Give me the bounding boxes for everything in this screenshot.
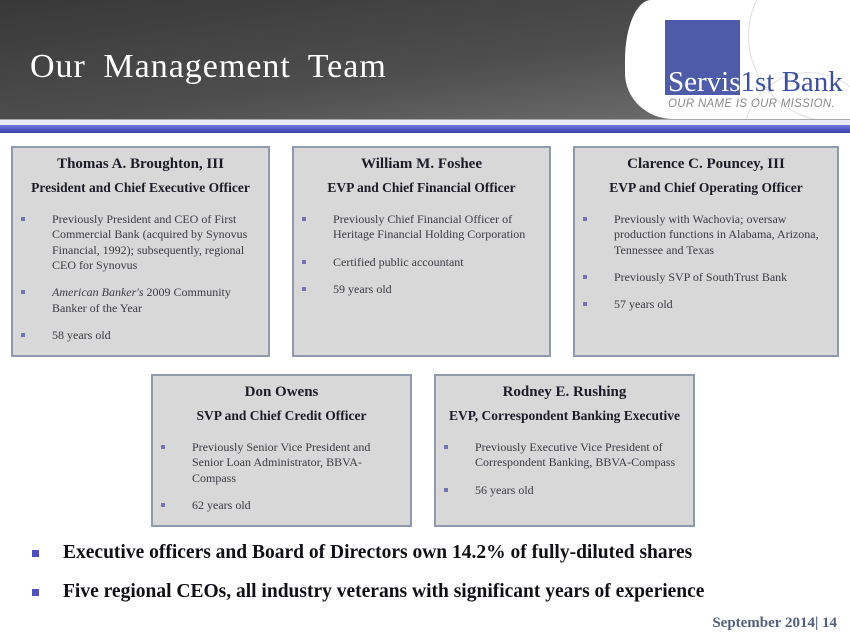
logo-name-part1: Servis [668, 66, 741, 98]
member-name: Rodney E. Rushing [502, 384, 627, 400]
member-bullet: Previously President and CEO of First Commercial Bank (acquired by Synovus Financial, 1992); subsequently, regional CEO for Synovus [21, 212, 258, 273]
slide-footer-page-number: September 2014| 14 [712, 615, 837, 631]
member-title: President and Chief Executive Officer [31, 180, 250, 195]
member-bullet: Previously with Wachovia; oversaw production functions in Alabama, Arizona, Tennessee and Texas [583, 212, 827, 258]
page-title: Our Management Team [30, 48, 387, 85]
team-box-owens [151, 374, 412, 527]
member-bullets [294, 212, 549, 297]
member-bullets [13, 212, 268, 344]
member-bullet: 59 years old [302, 282, 539, 297]
member-bullet: Previously SVP of SouthTrust Bank [583, 270, 827, 285]
member-bullet: 58 years old [21, 328, 258, 343]
team-box-pouncey [573, 146, 839, 357]
team-box-broughton [11, 146, 270, 357]
member-title: SVP and Chief Credit Officer [196, 408, 367, 423]
member-title: EVP and Chief Operating Officer [609, 180, 803, 195]
member-bullet: Previously Executive Vice President of Correspondent Banking, BBVA-Compass [444, 440, 683, 471]
member-title: EVP and Chief Financial Officer [327, 180, 516, 195]
member-title: EVP, Correspondent Banking Executive [448, 408, 681, 423]
member-bullet: Previously Chief Financial Officer of Heritage Financial Holding Corporation [302, 212, 539, 243]
member-bullets [436, 440, 693, 498]
member-name: Thomas A. Broughton, III [57, 156, 224, 172]
member-name: William M. Foshee [361, 156, 482, 172]
separator-blue-line [0, 125, 850, 133]
team-box-foshee [292, 146, 551, 357]
member-bullet: 57 years old [583, 297, 827, 312]
member-bullets [575, 212, 837, 313]
member-bullet: Certified public accountant [302, 255, 539, 270]
bank-logo-wordmark [668, 66, 843, 99]
member-bullet: American Banker's 2009 Community Banker of the Year [21, 285, 258, 316]
logo-name-part2: 1st Bank [740, 66, 843, 98]
summary-bullets [32, 542, 832, 620]
member-bullets [153, 440, 410, 513]
summary-bullet: Five regional CEOs, all industry veterans with significant years of experience [32, 581, 832, 603]
member-bullet: 62 years old [161, 498, 400, 513]
member-name: Clarence C. Pouncey, III [627, 156, 785, 172]
member-bullet: 56 years old [444, 483, 683, 498]
summary-bullet: Executive officers and Board of Directors own 14.2% of fully-diluted shares [32, 542, 832, 564]
logo-tagline: OUR NAME IS OUR MISSION. [668, 98, 835, 110]
team-box-rushing [434, 374, 695, 527]
logo-container [625, 0, 850, 119]
member-name: Don Owens [244, 384, 319, 400]
member-bullet: Previously Senior Vice President and Senior Loan Administrator, BBVA-Compass [161, 440, 400, 486]
